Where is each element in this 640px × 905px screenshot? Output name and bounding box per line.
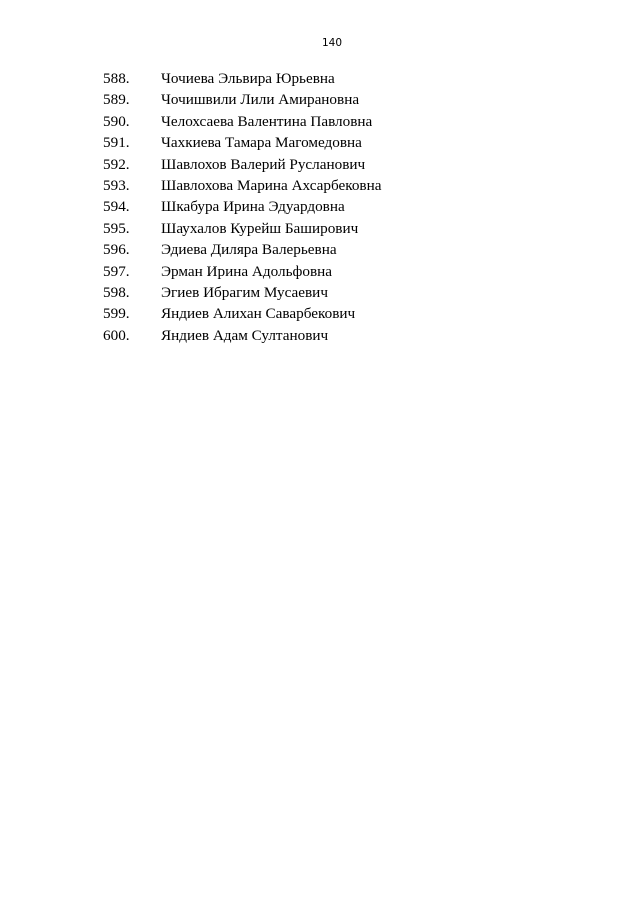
list-item-number: 600.: [103, 326, 130, 344]
list-item-number: 593.: [103, 176, 130, 194]
list-item: [103, 325, 381, 346]
list-item-number: 589.: [103, 91, 130, 109]
list-item: [103, 68, 381, 89]
list-item: [103, 132, 381, 153]
list-item-number: 592.: [103, 155, 130, 173]
list-item-number: 599.: [103, 305, 130, 323]
page-number: 140: [321, 37, 343, 49]
list-item: [103, 111, 381, 132]
list-item: [103, 282, 381, 303]
list-item-number: 588.: [103, 70, 130, 87]
list-item-name: Эдиева Диляра Валерьевна: [161, 241, 337, 259]
list-item-number: 597.: [103, 262, 130, 280]
list-item-name: Шавлохов Валерий Русланович: [161, 155, 366, 173]
list-item-name: Эгиев Ибрагим Мусаевич: [161, 283, 328, 301]
list-item-number: 590.: [103, 112, 130, 130]
list-item-name: Яндиев Алихан Саварбекович: [161, 305, 356, 323]
list-item-name: Эрман Ирина Адольфовна: [161, 262, 332, 280]
list-item: [103, 239, 381, 260]
list-item-number: 591.: [103, 134, 130, 152]
list-item-name: Шавлохова Марина Ахсарбековна: [161, 176, 382, 194]
list-item-name: Чахкиева Тамара Магомедовна: [161, 134, 362, 152]
list-item-number: 594.: [103, 198, 130, 216]
list-item-name: Челохсаева Валентина Павловна: [161, 112, 373, 130]
list-item: [103, 175, 381, 196]
list-item-name: Шкабура Ирина Эдуардовна: [161, 198, 345, 216]
list-item: [103, 89, 381, 110]
list-item-name: Чочиева Эльвира Юрьевна: [161, 70, 335, 87]
list-item-number: 595.: [103, 219, 130, 237]
list-item-name: Яндиев Адам Султанович: [161, 326, 329, 344]
name-list: [103, 68, 381, 346]
list-item: [103, 196, 381, 217]
list-item-number: 598.: [103, 283, 130, 301]
list-item-number: 596.: [103, 241, 130, 259]
list-item: [103, 303, 381, 324]
list-item: [103, 154, 381, 175]
list-item: [103, 261, 381, 282]
list-item-name: Чочишвили Лили Амирановна: [161, 91, 360, 109]
list-item: [103, 218, 381, 239]
list-item-name: Шаухалов Курейш Баширович: [161, 219, 359, 237]
